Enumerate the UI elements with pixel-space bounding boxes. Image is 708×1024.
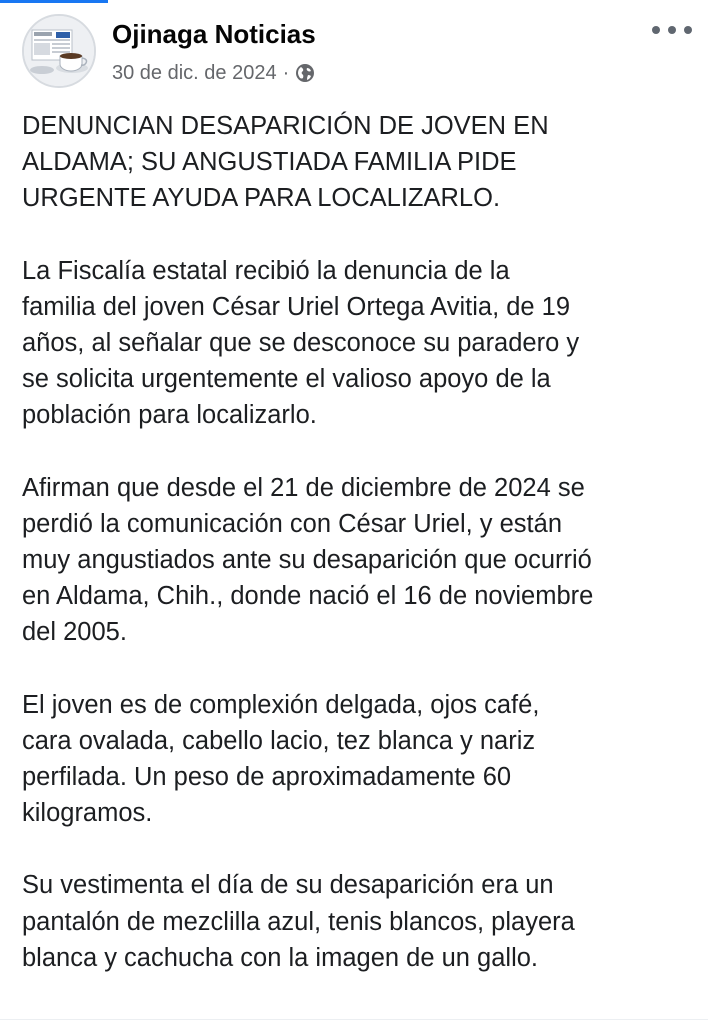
divider <box>0 1019 708 1020</box>
more-options-button[interactable] <box>652 18 692 42</box>
top-accent-bar <box>0 0 108 3</box>
post-header <box>22 14 694 88</box>
post-meta <box>112 59 315 87</box>
more-options-icon <box>684 26 692 34</box>
author-name[interactable]: Ojinaga Noticias <box>112 19 316 49</box>
globe-icon[interactable] <box>295 63 315 83</box>
more-options-icon <box>668 26 676 34</box>
post-paragraph: La Fiscalía estatal recibió la denuncia de la familia del joven César Uriel Ortega Avitia, de 19 años, al señalar que se desconoce su paradero y se solicita urgentemente el valioso apoyo de la población para localizarlo. <box>22 256 580 430</box>
more-options-icon <box>652 26 660 34</box>
post-headline: DENUNCIAN DESAPARICIÓN DE JOVEN EN ALDAMA; SU ANGUSTIADA FAMILIA PIDE URGENTE AYUDA PARA LOCALIZARLO. <box>22 112 549 213</box>
newspaper-coffee-logo-icon <box>24 16 94 86</box>
avatar[interactable] <box>22 14 96 88</box>
post-paragraph: El joven es de complexión delgada, ojos café, cara ovalada, cabello lacio, tez blanca y nariz perfilada. Un peso de aproximadamente 60 kilogramos. <box>22 690 540 828</box>
post-text <box>22 108 686 976</box>
post-paragraph: Afirman que desde el 21 de diciembre de 2024 se perdió la comunicación con César Uriel, y están muy angustiados ante su desaparición que ocurrió en Aldama, Chih., donde nació el 16 de noviembre del 2005. <box>22 473 594 647</box>
post-paragraph: Su vestimenta el día de su desaparición era un pantalón de mezclilla azul, tenis blancos, playera blanca y cachucha con la imagen de un gallo. <box>22 871 575 972</box>
post-date[interactable]: 30 de dic. de 2024 <box>112 61 277 84</box>
meta-separator: · <box>282 61 290 84</box>
